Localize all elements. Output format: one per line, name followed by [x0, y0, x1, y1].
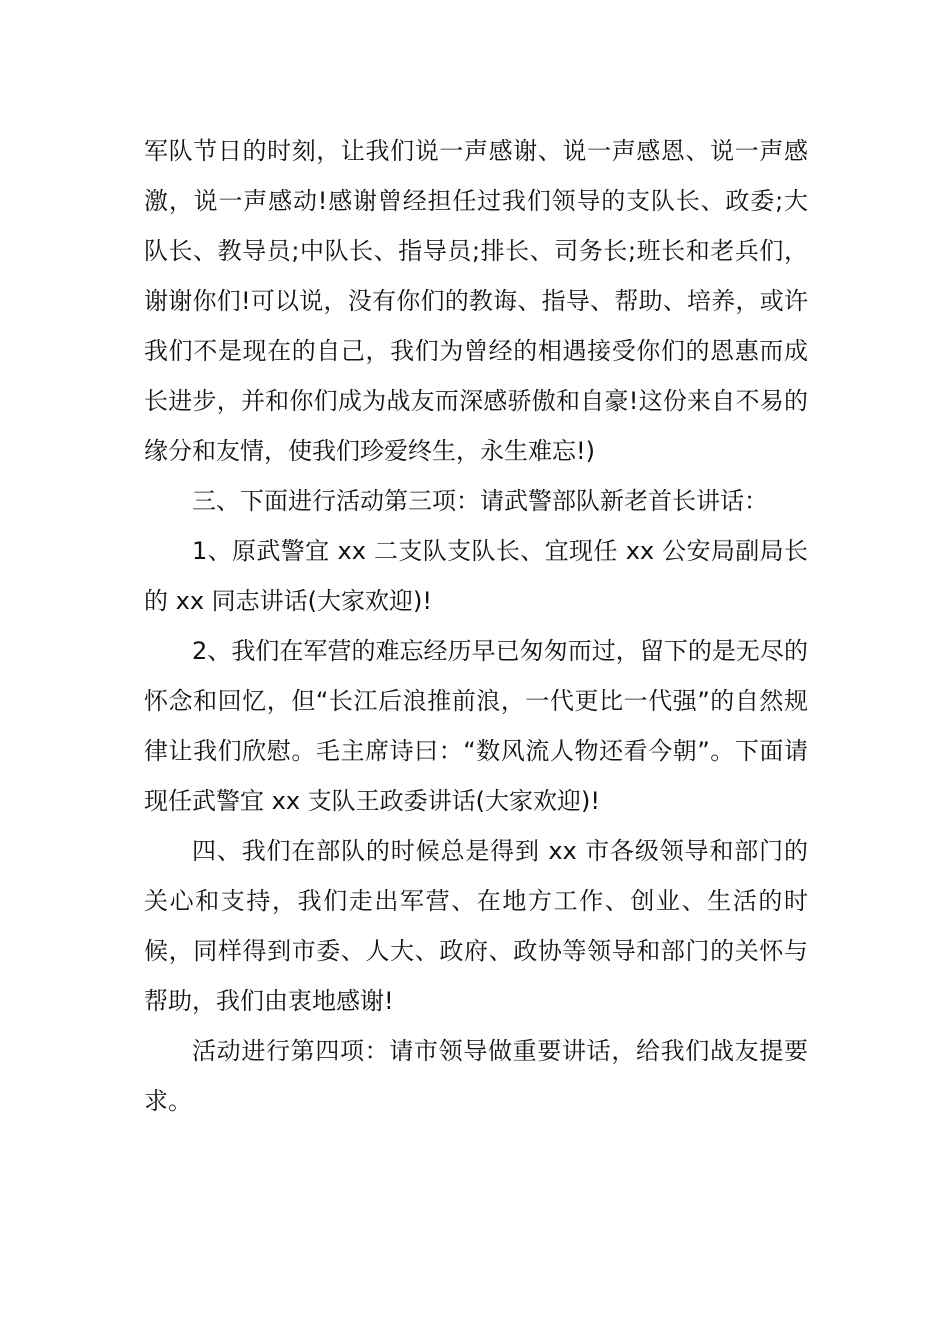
paragraph-speaker-one: 1、原武警宜 xx 二支队支队长、宜现任 xx 公安局副局长的 xx 同志讲话(大家欢迎)!	[144, 537, 808, 615]
paragraph-speaker-two: 2、我们在军营的难忘经历早已匆匆而过，留下的是无尽的怀念和回忆，但“长江后浪推前浪，一代更比一代强”的自然规律让我们欣慰。毛主席诗曰：“数风流人物还看今朝”。下面请现任武警宜 xx 支队王政委讲话(大家欢迎)!	[144, 637, 808, 815]
document-body	[144, 126, 808, 1126]
paragraph-item-four: 四、我们在部队的时候总是得到 xx 市各级领导和部门的关心和支持，我们走出军营、在地方工作、创业、生活的时候，同样得到市委、人大、政府、政协等领导和部门的关怀与帮助，我们由衷地感谢!	[144, 837, 808, 1015]
paragraph-activity-four: 活动进行第四项：请市领导做重要讲话，给我们战友提要求。	[144, 1037, 808, 1115]
paragraph-thanks-continuation: 军队节日的时刻，让我们说一声感谢、说一声感恩、说一声感激，说一声感动!感谢曾经担任过我们领导的支队长、政委;大队长、教导员;中队长、指导员;排长、司务长;班长和老兵们，谢谢你们!可以说，没有你们的教诲、指导、帮助、培养，或许我们不是现在的自己，我们为曾经的相遇接受你们的恩惠而成长进步，并和你们成为战友而深感骄傲和自豪!这份来自不易的缘分和友情，使我们珍爱终生，永生难忘!)	[144, 137, 808, 465]
paragraph-item-three: 三、下面进行活动第三项：请武警部队新老首长讲话：	[192, 487, 768, 515]
